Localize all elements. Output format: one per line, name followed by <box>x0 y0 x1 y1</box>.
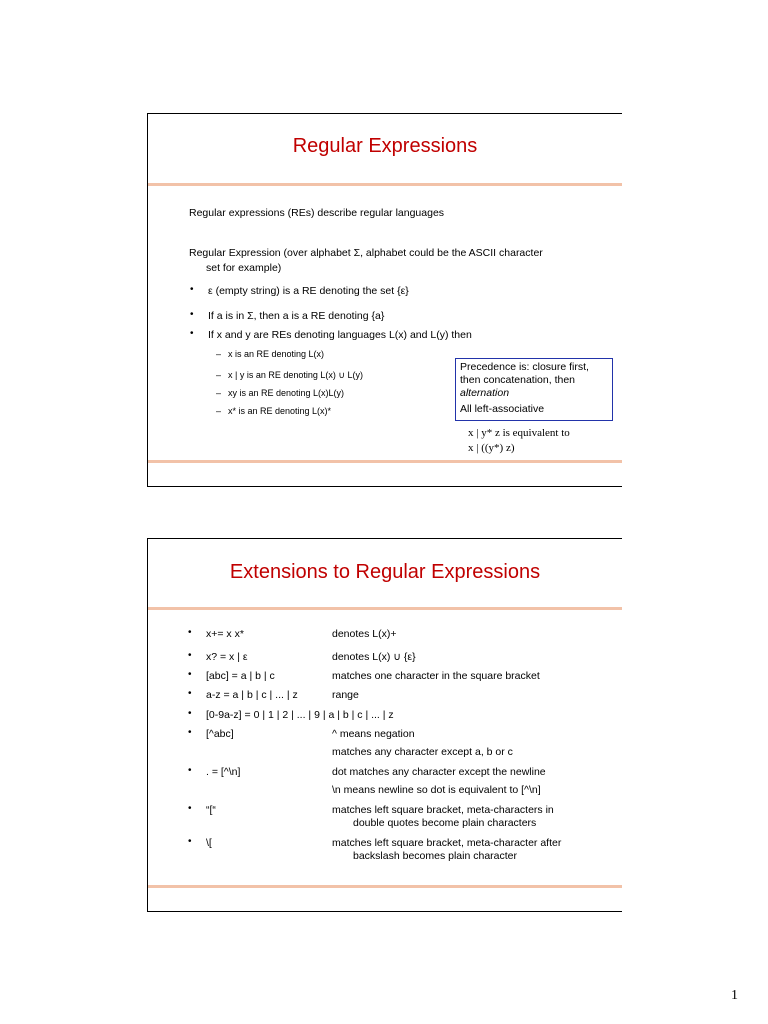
equivalence-line2: x | ((y*) z) <box>468 442 515 454</box>
bullet: • <box>190 328 194 339</box>
sub-item-closure: x* is an RE denoting L(x)* <box>228 406 332 416</box>
slide-extensions <box>147 538 622 912</box>
bullet: • <box>188 765 192 776</box>
divider <box>148 607 622 610</box>
row-right: matches one character in the square bracket <box>332 670 540 682</box>
bullet: • <box>188 669 192 680</box>
dash: – <box>216 388 222 398</box>
row-right: matches left square bracket, meta-characters in <box>332 804 554 816</box>
precedence-line3: alternation <box>460 387 510 399</box>
dash: – <box>216 370 222 380</box>
equivalence-line1: x | y* z is equivalent to <box>468 427 570 439</box>
row-left: “[“ <box>206 804 216 816</box>
row-right: dot matches any character except the newline <box>332 766 546 778</box>
row-right: range <box>332 689 359 701</box>
bullet: • <box>190 284 194 295</box>
bullet: • <box>188 803 192 814</box>
precedence-line1: Precedence is: closure first, <box>460 361 589 373</box>
row-left: [0-9a-z] = 0 | 1 | 2 | ... | 9 | a | b | c | ... | z <box>206 709 394 721</box>
row-left: a-z = a | b | c | ... | z <box>206 689 298 701</box>
slide-regular-expressions <box>147 113 622 487</box>
dash: – <box>216 349 222 359</box>
bullet: • <box>190 309 194 320</box>
divider <box>148 183 622 186</box>
row-right: \n means newline so dot is equivalent to [^\n] <box>332 784 541 796</box>
bullet: • <box>188 650 192 661</box>
re-definition-line1: Regular Expression (over alphabet Σ, alphabet could be the ASCII character <box>189 247 543 259</box>
row-left: x? = x | ε <box>206 651 248 663</box>
row-left: \[ <box>206 837 212 849</box>
row-right: backslash becomes plain character <box>353 850 518 862</box>
row-right: ^ means negation <box>332 728 415 740</box>
slide-title: Extensions to Regular Expressions <box>229 561 541 583</box>
divider <box>148 885 622 888</box>
precedence-line2: then concatenation, then <box>460 374 576 386</box>
page-number: 1 <box>731 988 738 1003</box>
bullet: • <box>188 627 192 638</box>
intro-text: Regular expressions (REs) describe regular languages <box>189 207 445 219</box>
sub-item-alternation: x | y is an RE denoting L(x) ∪ L(y) <box>228 370 363 380</box>
bullet-symbol: If a is in Σ, then a is a RE denoting {a} <box>208 310 385 322</box>
re-definition-line2: set for example) <box>206 262 282 274</box>
dash: – <box>216 406 222 416</box>
row-left: [^abc] <box>206 728 234 740</box>
row-right: denotes L(x) ∪ {ε} <box>332 651 416 663</box>
row-left: [abc] = a | b | c <box>206 670 275 682</box>
row-right: matches any character except a, b or c <box>332 746 513 758</box>
row-right: matches left square bracket, meta-character after <box>332 837 562 849</box>
sub-item-concatenation: xy is an RE denoting L(x)L(y) <box>228 388 345 398</box>
bullet: • <box>188 836 192 847</box>
divider <box>148 460 622 463</box>
row-right: denotes L(x)+ <box>332 628 397 640</box>
row-left: . = [^\n] <box>206 766 241 778</box>
precedence-line4: All left-associative <box>460 403 545 415</box>
slide-title: Regular Expressions <box>292 135 478 157</box>
bullet-epsilon: ε (empty string) is a RE denoting the set {ε} <box>208 285 409 297</box>
bullet-recursive: If x and y are REs denoting languages L(x) and L(y) then <box>208 329 472 341</box>
precedence-box <box>455 358 613 421</box>
sub-item-x: x is an RE denoting L(x) <box>228 349 325 359</box>
row-right: double quotes become plain characters <box>353 817 537 829</box>
bullet: • <box>188 708 192 719</box>
bullet: • <box>188 688 192 699</box>
row-left: x+= x x* <box>206 628 244 640</box>
bullet: • <box>188 727 192 738</box>
